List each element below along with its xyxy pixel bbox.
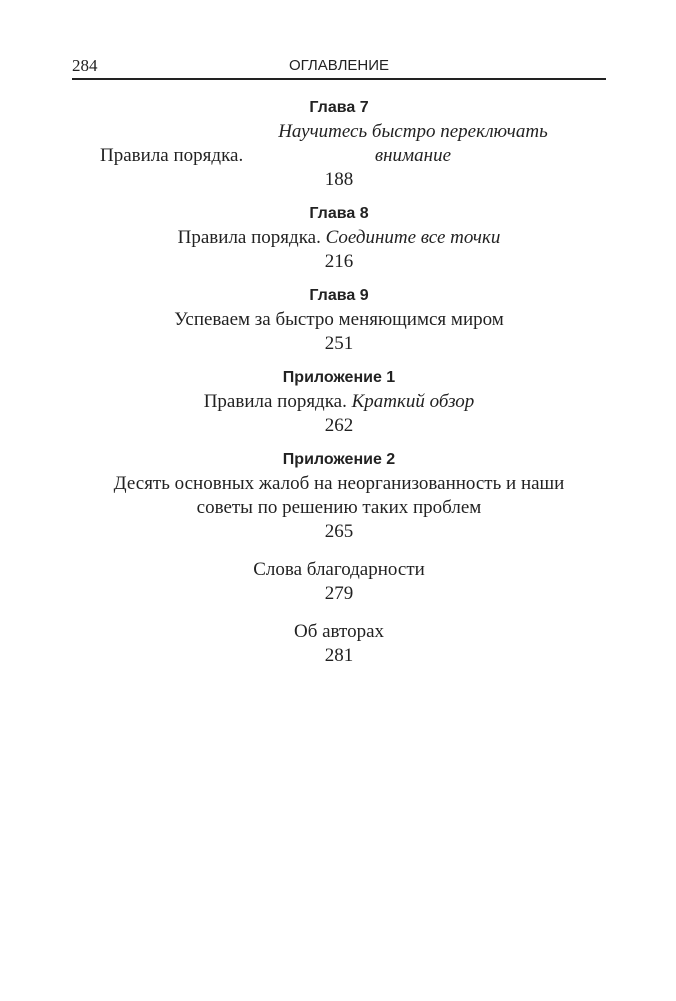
chapter-label: Приложение 2 bbox=[282, 451, 396, 468]
toc-entry bbox=[72, 96, 606, 192]
chapter-label: Глава 8 bbox=[309, 205, 369, 222]
toc-entry bbox=[72, 558, 606, 606]
toc-entry bbox=[72, 202, 606, 274]
toc-entry bbox=[72, 448, 606, 544]
chapter-page: 265 bbox=[324, 521, 354, 542]
chapter-page: 251 bbox=[324, 333, 354, 354]
chapter-title: Правила порядка. Научитесь быстро переключать внимание bbox=[100, 121, 548, 166]
chapter-title: Успеваем за быстро меняющимся миром bbox=[174, 309, 504, 330]
running-title: ОГЛАВЛЕНИЕ bbox=[288, 57, 390, 74]
chapter-title: Десять основных жалоб на неорганизованность и наши советы по решению таких проблем bbox=[113, 473, 565, 518]
chapter-title: Правила порядка. Соедините все точки bbox=[177, 227, 501, 248]
toc-entry bbox=[72, 284, 606, 356]
chapter-label: Приложение 1 bbox=[282, 369, 396, 386]
chapter-page: 188 bbox=[324, 169, 354, 190]
page-number: 284 bbox=[72, 56, 98, 75]
chapter-label: Глава 7 bbox=[309, 99, 369, 116]
chapter-page: 216 bbox=[324, 251, 354, 272]
chapter-title: Правила порядка. Краткий обзор bbox=[203, 391, 475, 412]
toc-entry bbox=[72, 366, 606, 438]
chapter-page: 279 bbox=[324, 583, 354, 604]
page-header bbox=[72, 56, 606, 80]
chapter-label: Глава 9 bbox=[309, 287, 369, 304]
chapter-title: Слова благодарности bbox=[253, 559, 425, 580]
chapter-title: Об авторах bbox=[293, 621, 385, 642]
chapter-page: 262 bbox=[324, 415, 354, 436]
chapter-page: 281 bbox=[324, 645, 354, 666]
toc-entry bbox=[72, 620, 606, 668]
table-of-contents bbox=[72, 96, 606, 678]
